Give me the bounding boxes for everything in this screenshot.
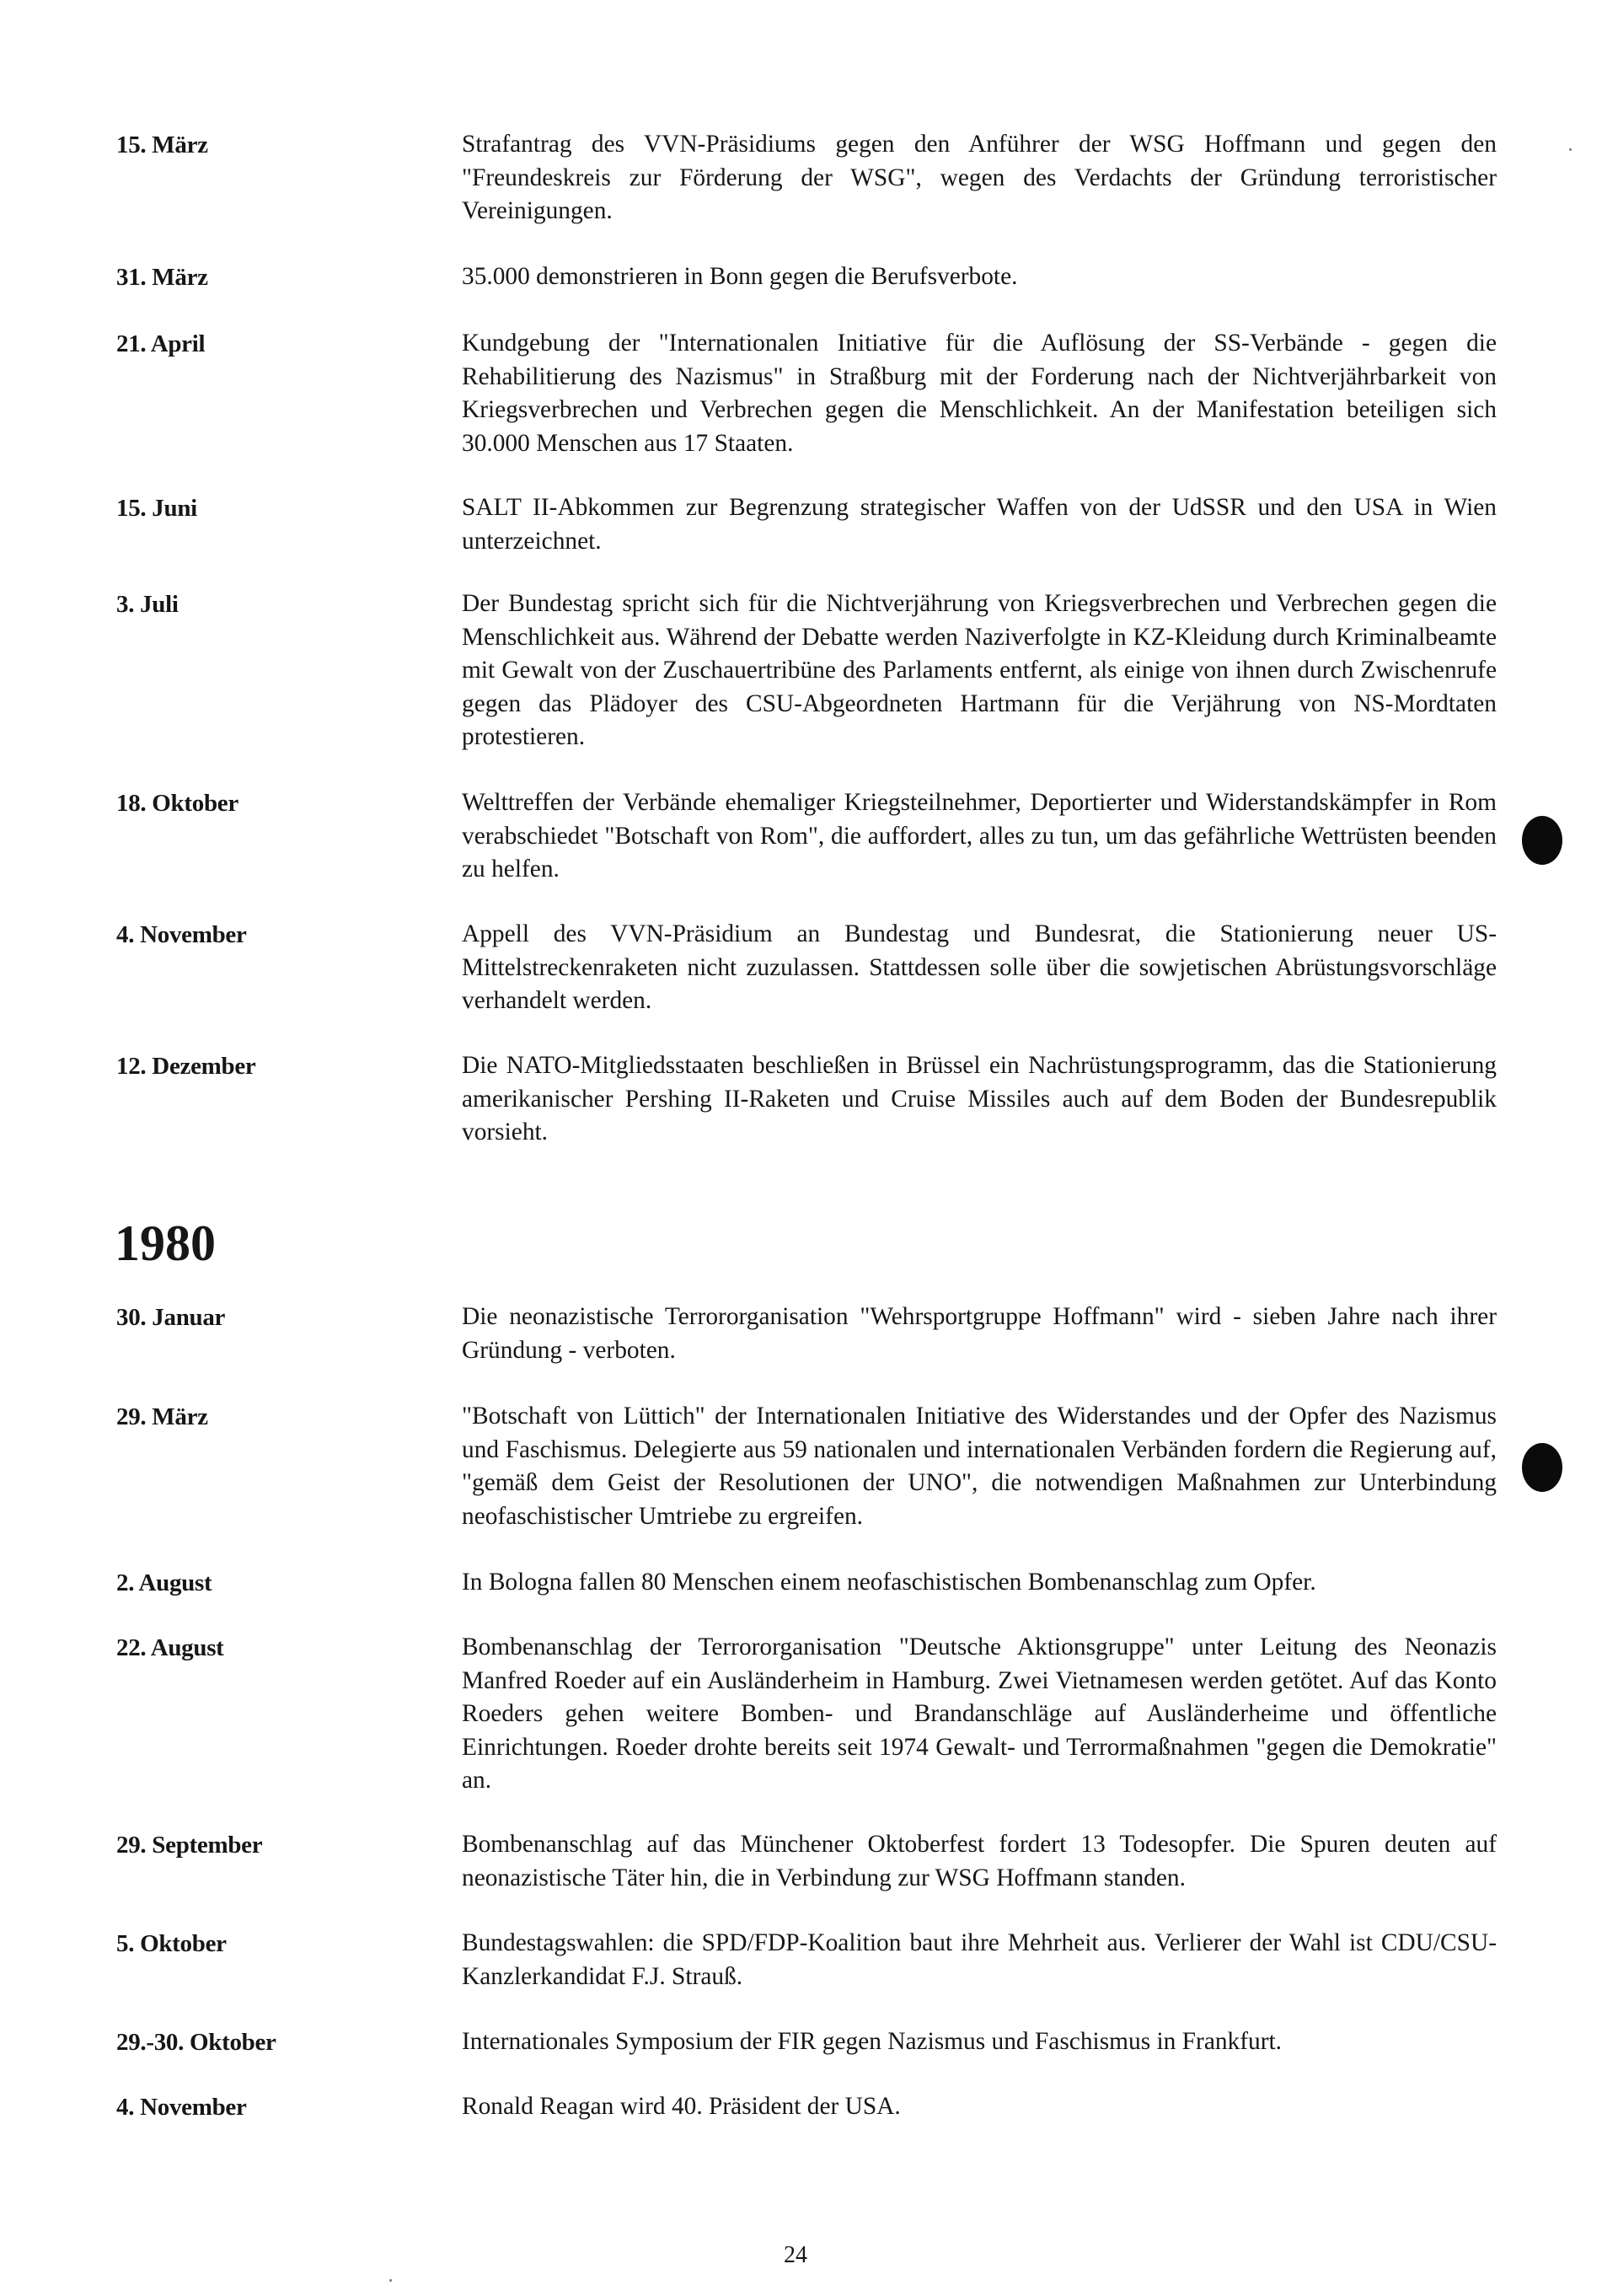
punch-hole-icon <box>1522 1443 1562 1492</box>
page-number: 24 <box>784 2242 807 2268</box>
entry-text: Strafantrag des VVN-Präsidiums gegen den Anführer der WSG Hoffmann und gegen den "Freundeskreis zur Förderung der WSG", wegen des Verdachts der Gründung terroristischer Vereinigungen. <box>462 131 1497 225</box>
entry-date: 15. Juni <box>116 495 197 522</box>
entry-text: 35.000 demonstrieren in Bonn gegen die Berufsverbote. <box>462 263 1018 290</box>
entry-date: 18. Oktober <box>116 790 238 817</box>
entry-date: 31. März <box>116 264 208 291</box>
entry-date: 29. März <box>116 1403 208 1430</box>
entry-date: 3. Juli <box>116 591 179 618</box>
entry-date: 29. September <box>116 1832 263 1859</box>
entry-text: Welttreffen der Verbände ehemaliger Kriegsteilnehmer, Deportierter und Widerstandskämpfer in Rom verabschiedet "Botschaft von Rom", die auffordert, alles zu tun, um das gefährliche Wettrüsten beenden zu helfen. <box>462 789 1497 883</box>
entry-text: Appell des VVN-Präsidium an Bundestag und Bundesrat, die Stationierung neuer US-Mittelstreckenraketen nicht zuzulassen. Stattdessen solle über die sowjetischen Abrüstungsvorschläge verhandelt werden. <box>462 920 1497 1015</box>
entry-date: 4. November <box>116 2094 247 2121</box>
scan-speck <box>1569 148 1572 151</box>
entry-date: 29.-30. Oktober <box>116 2029 276 2056</box>
entry-date: 4. November <box>116 921 247 948</box>
entry-text: Die neonazistische Terrororganisation "Wehrsportgruppe Hoffmann" wird - sieben Jahre nach ihrer Gründung - verboten. <box>462 1303 1497 1364</box>
entry-text: SALT II-Abkommen zur Begrenzung strategischer Waffen von der UdSSR und den USA in Wien unterzeichnet. <box>462 494 1497 555</box>
entry-date: 15. März <box>116 131 208 158</box>
entry-text: In Bologna fallen 80 Menschen einem neofaschistischen Bombenanschlag zum Opfer. <box>462 1569 1316 1596</box>
entry-text: Bundestagswahlen: die SPD/FDP-Koalition baut ihre Mehrheit aus. Verlierer der Wahl ist CDU/CSU-Kanzlerkandidat F.J. Strauß. <box>462 1929 1497 1990</box>
entry-date: 5. Oktober <box>116 1930 227 1957</box>
entry-text: "Botschaft von Lüttich" der Internationalen Initiative des Widerstandes und der Opfer des Nazismus und Faschismus. Delegierte aus 59 nationalen und internationalen Verbänden fordern die Regierung auf, "gemäß dem Geist der Resolutionen der UNO", die notwendigen Maßnahmen zur Unterbindung neofaschistischer Umtriebe zu ergreifen. <box>462 1403 1497 1530</box>
punch-hole-icon <box>1522 816 1562 865</box>
entry-text: Kundgebung der "Internationalen Initiative für die Auflösung der SS-Verbände - gegen die Rehabilitierung des Nazismus" in Straßburg mit der Forderung nach der Nichtverjährbarkeit von Kriegsverbrechen und Verbrechen gegen die Menschlichkeit. An der Manifestation beteiligen sich 30.000 Menschen aus 17 Staaten. <box>462 330 1497 457</box>
entry-text: Bombenanschlag auf das Münchener Oktoberfest fordert 13 Todesopfer. Die Spuren deuten auf neonazistische Täter hin, die in Verbindung zur WSG Hoffmann standen. <box>462 1831 1497 1891</box>
entry-date: 22. August <box>116 1634 224 1661</box>
entry-text: Bombenanschlag der Terrororganisation "Deutsche Aktionsgruppe" unter Leitung des Neonazis Manfred Roeder auf ein Ausländerheim in Hamburg. Zwei Vietnamesen werden getötet. Auf das Konto Roeders gehen weitere Bomben- und Brandanschläge auf Ausländerheime und öffentliche Einrichtungen. Roeder drohte bereits seit 1974 Gewalt- und Terrormaßnahmen "gegen die Demokratie" an. <box>462 1633 1497 1794</box>
entry-date: 30. Januar <box>116 1304 226 1331</box>
entry-date: 2. August <box>116 1569 212 1596</box>
entry-text: Ronald Reagan wird 40. Präsident der USA. <box>462 2093 901 2120</box>
scan-speck <box>389 2279 392 2282</box>
year-heading: 1980 <box>115 1215 216 1271</box>
entry-text: Die NATO-Mitgliedsstaaten beschließen in Brüssel ein Nachrüstungsprogramm, das die Stationierung amerikanischer Pershing II-Raketen und Cruise Missiles auch auf dem Boden der Bundesrepublik vorsieht. <box>462 1052 1497 1146</box>
entry-date: 21. April <box>116 330 206 357</box>
entry-text: Internationales Symposium der FIR gegen Nazismus und Faschismus in Frankfurt. <box>462 2028 1283 2055</box>
entry-text: Der Bundestag spricht sich für die Nichtverjährung von Kriegsverbrechen und Verbrechen gegen die Menschlichkeit aus. Während der Debatte werden Naziverfolgte in KZ-Kleidung durch Kriminalbeamte mit Gewalt von der Zuschauertribüne des Parlaments entfernt, als einige von ihnen durch Zwischenrufe gegen das Plädoyer des CSU-Abgeordneten Hartmann für die Verjährung von NS-Mordtaten protestieren. <box>462 590 1497 751</box>
entry-date: 12. Dezember <box>116 1053 256 1080</box>
